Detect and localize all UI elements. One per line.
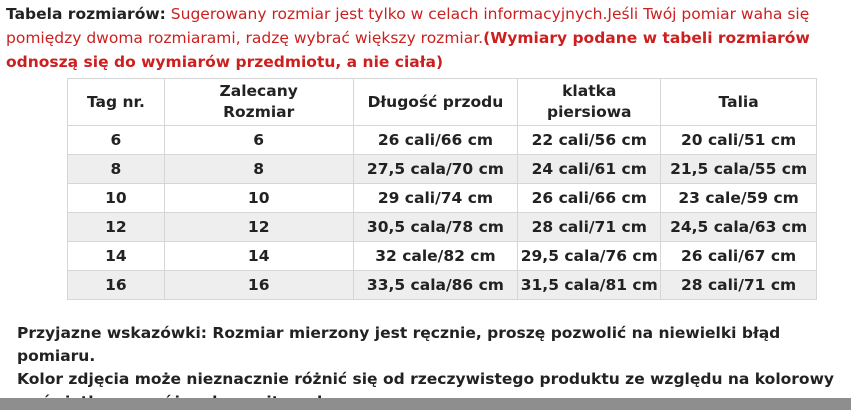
cell-chest: 31,5 cala/81 cm	[518, 271, 661, 300]
cell-length: 32 cale/82 cm	[353, 242, 518, 271]
cell-tag: 6	[68, 126, 165, 155]
table-row	[68, 271, 817, 300]
cell-tag: 16	[68, 271, 165, 300]
bottom-divider-bar	[0, 398, 851, 410]
cell-size: 14	[164, 242, 353, 271]
cell-size: 8	[164, 155, 353, 184]
size-chart-intro	[6, 2, 841, 74]
header-waist	[661, 79, 817, 126]
table-row	[68, 155, 817, 184]
header-chest	[518, 79, 661, 126]
cell-chest: 22 cali/56 cm	[518, 126, 661, 155]
table-row	[68, 184, 817, 213]
header-recommended-size	[164, 79, 353, 126]
header-length-label: Długość przodu	[367, 92, 504, 111]
header-chest-label: klatka piersiowa	[546, 82, 632, 121]
cell-chest: 29,5 cala/76 cm	[518, 242, 661, 271]
cell-chest: 28 cali/71 cm	[518, 213, 661, 242]
cell-tag: 10	[68, 184, 165, 213]
cell-size: 12	[164, 213, 353, 242]
cell-chest: 26 cali/66 cm	[518, 184, 661, 213]
size-table	[67, 78, 817, 300]
header-tag	[68, 79, 165, 126]
cell-length: 29 cali/74 cm	[353, 184, 518, 213]
table-row	[68, 213, 817, 242]
header-tag-label: Tag nr.	[86, 92, 145, 111]
header-size-line1: Zalecany	[219, 82, 298, 100]
table-header-row	[68, 79, 817, 126]
tips-color-note: Kolor zdjęcia może nieznacznie różnić się od rzeczywistego produktu ze względu na kolorowy	[17, 370, 834, 388]
cell-size: 10	[164, 184, 353, 213]
cell-tag: 14	[68, 242, 165, 271]
table-row	[68, 242, 817, 271]
cell-waist: 21,5 cala/55 cm	[661, 155, 817, 184]
cell-waist: 24,5 cala/63 cm	[661, 213, 817, 242]
cell-chest: 24 cali/61 cm	[518, 155, 661, 184]
tips-measurement-note: Przyjazne wskazówki: Rozmiar mierzony jest ręcznie, proszę pozwolić na niewielki błąd pomiaru.	[17, 324, 781, 365]
header-front-length	[353, 79, 518, 126]
cell-tag: 8	[68, 155, 165, 184]
table-row	[68, 126, 817, 155]
cell-tag: 12	[68, 213, 165, 242]
cell-waist: 28 cali/71 cm	[661, 271, 817, 300]
header-size-line2: Rozmiar	[223, 103, 295, 121]
size-advice-note: Sugerowany rozmiar jest tylko w celach informacyjnych.Jeśli Twój pomiar waha się pomiędzy dwoma rozmiarami, radzę wybrać większy rozmiar.	[6, 5, 810, 47]
cell-size: 6	[164, 126, 353, 155]
measurement-disclaimer: (Wymiary podane w tabeli rozmiarów odnoszą się do wymiarów przedmiotu, a nie ciała)	[6, 29, 810, 71]
cell-length: 33,5 cala/86 cm	[353, 271, 518, 300]
header-waist-label: Talia	[718, 92, 759, 111]
cell-length: 27,5 cala/70 cm	[353, 155, 518, 184]
cell-waist: 20 cali/51 cm	[661, 126, 817, 155]
cell-length: 26 cali/66 cm	[353, 126, 518, 155]
cell-size: 16	[164, 271, 353, 300]
cell-waist: 26 cali/67 cm	[661, 242, 817, 271]
cell-length: 30,5 cala/78 cm	[353, 213, 518, 242]
cell-waist: 23 cale/59 cm	[661, 184, 817, 213]
size-chart-label: Tabela rozmiarów:	[6, 5, 166, 23]
